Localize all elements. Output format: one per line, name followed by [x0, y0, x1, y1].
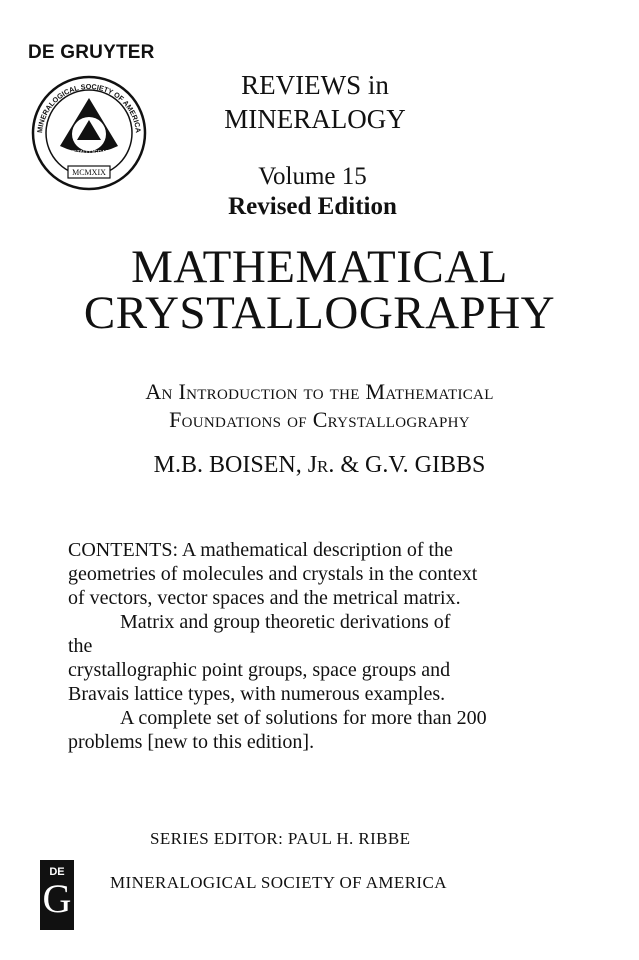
contents-line: the — [68, 635, 93, 657]
title-line-2: CRYSTALLOGRAPHY — [83, 287, 556, 339]
series-title — [200, 68, 430, 136]
subtitle-line-1: An Introduction to the Mathematical — [145, 379, 494, 404]
series-editor: SERIES EDITOR: PAUL H. RIBBE — [150, 829, 411, 848]
contents-line: A complete set of solutions for more than 200 — [120, 707, 487, 729]
volume-info — [190, 162, 435, 222]
contents-line: problems [new to this edition]. — [68, 731, 315, 753]
logo-de: DE — [49, 866, 65, 878]
logo-g: G — [42, 876, 72, 921]
author-second: & G.V. GIBBS — [340, 452, 486, 478]
society-name: MINERALOGICAL SOCIETY OF AMERICA — [110, 873, 447, 892]
book-subtitle — [0, 378, 639, 434]
volume-number: Volume 15 — [258, 163, 367, 190]
society-seal — [30, 74, 148, 192]
contents-line: geometries of molecules and crystals in the context — [68, 563, 478, 585]
book-title — [0, 241, 639, 339]
contents-description — [68, 538, 573, 754]
degruyter-logo — [40, 860, 74, 930]
seal-inner-text: CRYSTALLOGRAPHY — [61, 150, 117, 156]
seal-year: MCMXIX — [72, 168, 106, 177]
edition-label: Revised Edition — [228, 193, 397, 220]
contents-line: Bravais lattice types, with numerous examples. — [68, 683, 446, 705]
contents-line: of vectors, vector spaces and the metrical matrix. — [68, 587, 461, 609]
seal-outer-text: MINERALOGICAL SOCIETY OF AMERICA — [35, 81, 143, 134]
contents-line: Matrix and group theoretic derivations of — [120, 611, 451, 633]
author-first: M.B. BOISEN, — [153, 452, 302, 478]
series-line-2: MINERALOGY — [224, 104, 406, 134]
contents-line: CONTENTS: A mathematical description of the — [68, 539, 453, 561]
publisher-name: DE GRUYTER — [28, 42, 155, 63]
authors — [0, 452, 639, 479]
subtitle-line-2: Foundations of Crystallography — [169, 407, 470, 432]
title-line-1: MATHEMATICAL — [131, 241, 508, 293]
series-line-1: REVIEWS in — [241, 70, 389, 100]
author-suffix: Jr. — [307, 452, 335, 478]
contents-line: crystallographic point groups, space groups and — [68, 659, 451, 681]
